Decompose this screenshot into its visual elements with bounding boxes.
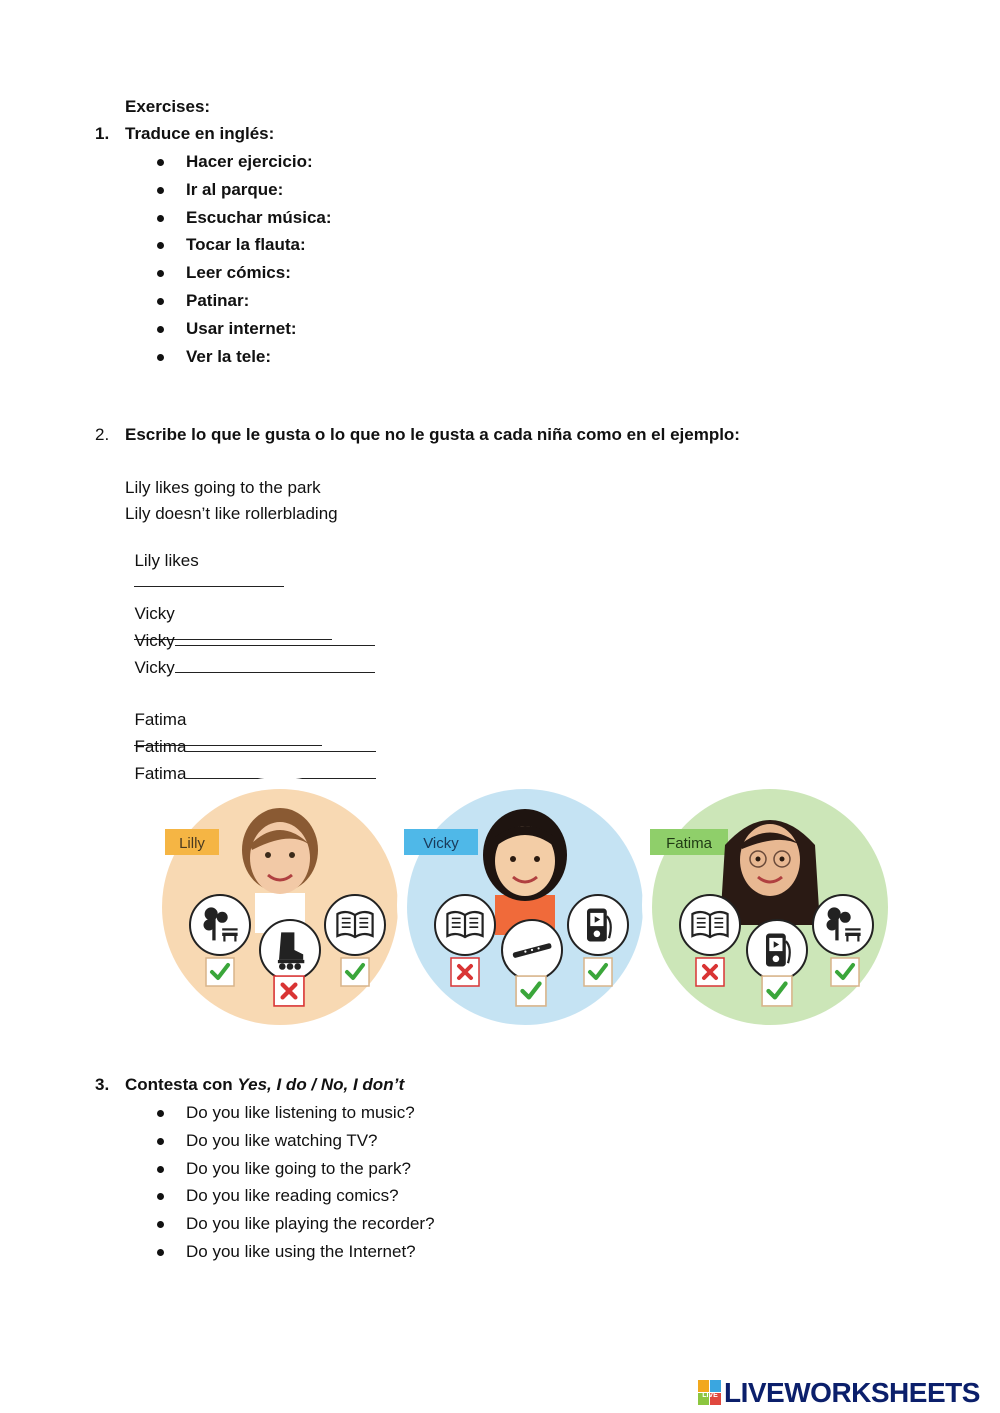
answer-blank[interactable] bbox=[175, 657, 375, 673]
exercises-heading: Exercises: bbox=[125, 97, 211, 116]
lily-answer-line bbox=[125, 531, 284, 592]
line-prefix: Vicky bbox=[134, 604, 175, 623]
list-item: Hacer ejercicio: bbox=[125, 151, 332, 179]
cross-icon bbox=[274, 976, 304, 1006]
line-prefix: Fatima bbox=[134, 710, 187, 729]
line-prefix: Fatima bbox=[134, 737, 187, 756]
section3-number: 3. bbox=[95, 1075, 110, 1094]
list-item: Usar internet: bbox=[125, 318, 332, 346]
list-item: Leer cómics: bbox=[125, 262, 332, 290]
example-line-2: Lily doesn’t like rollerblading bbox=[125, 504, 338, 523]
line-prefix: Vicky bbox=[134, 631, 175, 650]
line-prefix: Lily likes bbox=[134, 551, 199, 570]
section2-title: Escribe lo que le gusta o lo que no le gusta a cada niña como en el ejemplo: bbox=[125, 425, 740, 444]
list-item: Ir al parque: bbox=[125, 179, 332, 207]
list-item: Escuchar música: bbox=[125, 207, 332, 235]
check-icon bbox=[584, 958, 612, 986]
comic-book-icon bbox=[447, 912, 482, 937]
cross-icon bbox=[451, 958, 479, 986]
fatima-panel bbox=[642, 777, 898, 1033]
vicky-answer-line bbox=[125, 637, 375, 678]
liveworksheets-logo[interactable] bbox=[698, 1376, 980, 1410]
lilly-panel bbox=[152, 777, 408, 1033]
line-prefix: Fatima bbox=[134, 764, 187, 783]
list-item: Patinar: bbox=[125, 290, 332, 318]
liveworksheets-badge-icon bbox=[698, 1380, 722, 1406]
list-item: Do you like listening to music? bbox=[125, 1102, 435, 1130]
comic-book-icon bbox=[692, 912, 727, 937]
list-item: Do you like watching TV? bbox=[125, 1130, 435, 1158]
fatima-label: Fatima bbox=[666, 835, 712, 852]
check-icon bbox=[341, 958, 369, 986]
list-item: Do you like using the Internet? bbox=[125, 1241, 435, 1269]
cross-icon bbox=[696, 958, 724, 986]
vicky-panel bbox=[397, 777, 653, 1033]
check-icon bbox=[516, 976, 546, 1006]
section3-list bbox=[125, 1102, 435, 1269]
example-line-1: Lily likes going to the park bbox=[125, 478, 321, 497]
lilly-label: Lilly bbox=[179, 835, 205, 852]
vicky-label: Vicky bbox=[423, 835, 459, 852]
list-item: Do you like playing the recorder? bbox=[125, 1213, 435, 1241]
check-icon bbox=[206, 958, 234, 986]
check-icon bbox=[762, 976, 792, 1006]
list-item: Do you like reading comics? bbox=[125, 1185, 435, 1213]
liveworksheets-wordmark: LIVEWORKSHEETS bbox=[724, 1377, 980, 1408]
list-item: Do you like going to the park? bbox=[125, 1158, 435, 1186]
section3-title-plain: Contesta con bbox=[125, 1075, 233, 1094]
girls-preferences-figure bbox=[140, 775, 910, 1033]
section1-title: Traduce en inglés: bbox=[125, 124, 275, 143]
line-prefix: Vicky bbox=[134, 658, 175, 677]
list-item: Ver la tele: bbox=[125, 346, 332, 374]
vicky-portrait bbox=[483, 809, 567, 935]
list-item: Tocar la flauta: bbox=[125, 234, 332, 262]
section3-title bbox=[125, 1075, 404, 1095]
svg-text:LIVE: LIVE bbox=[702, 1392, 718, 1399]
section1-list bbox=[125, 151, 332, 373]
comic-book-icon bbox=[337, 912, 372, 937]
section3-title-italic: Yes, I do / No, I don’t bbox=[237, 1075, 405, 1094]
check-icon bbox=[831, 958, 859, 986]
section1-number: 1. bbox=[95, 124, 110, 143]
section2-number: 2. bbox=[95, 425, 110, 444]
